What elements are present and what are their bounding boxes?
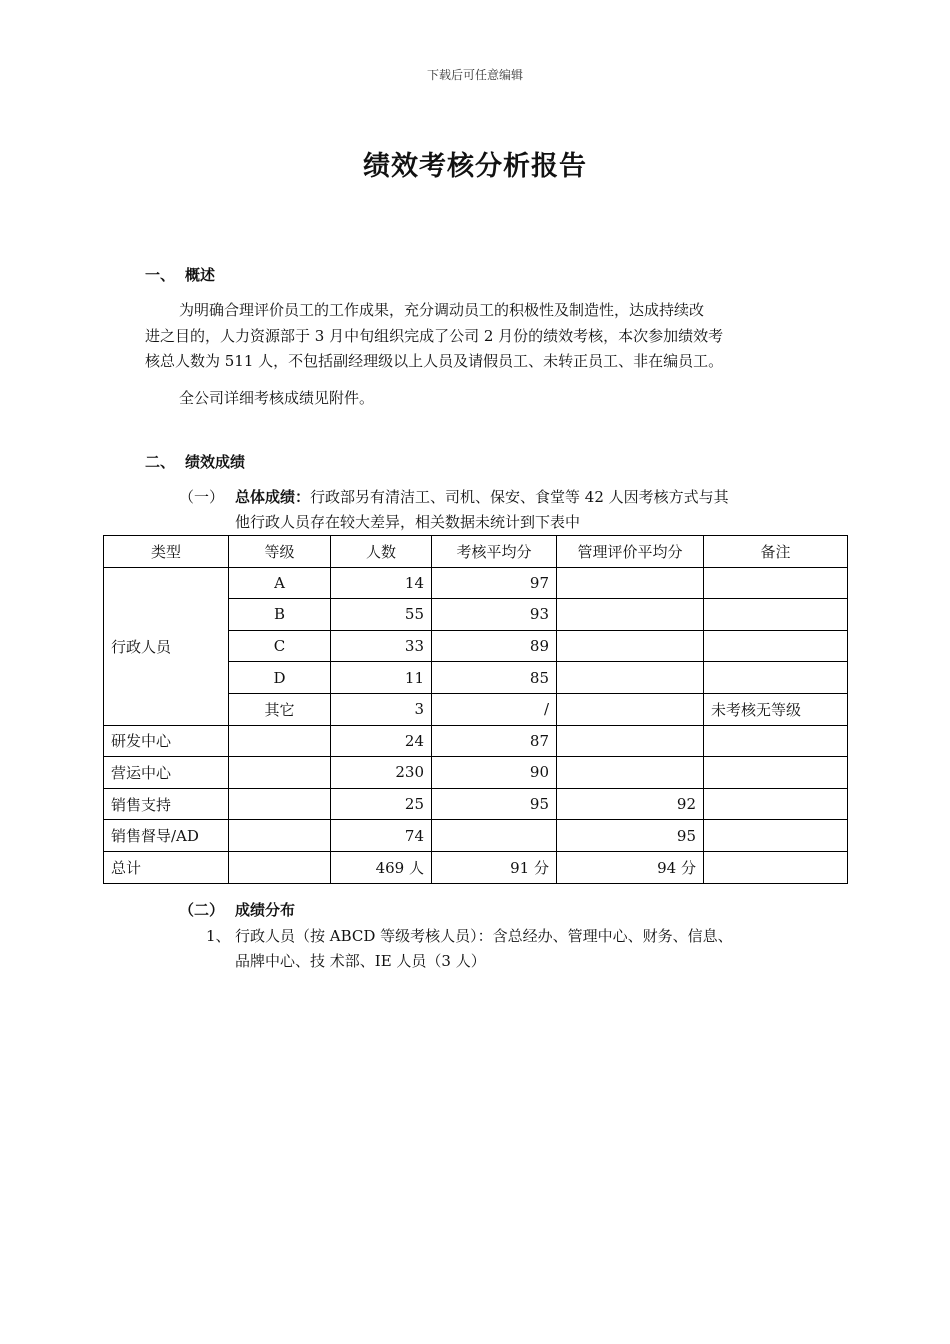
cell-grade: 其它 (229, 693, 331, 725)
cell-type: 总计 (104, 851, 229, 883)
cell-avg-score (432, 820, 557, 852)
paragraph-line: 为明确合理评价员工的工作成果，充分调动员工的积极性及制造性，达成持续改 (179, 301, 705, 319)
paragraph-line: 进之目的，人力资源部于 3 月中旬组织完成了公司 2 月份的绩效考核，本次参加绩效考 (145, 326, 724, 345)
header-count: 人数 (331, 536, 432, 568)
cell-avg-score: 87 (432, 725, 557, 757)
list-item-line1 (206, 924, 806, 949)
document-title: 绩效考核分析报告 (363, 151, 587, 182)
section1-number: 一、 (145, 266, 176, 284)
cell-mgmt-score (557, 599, 704, 631)
cell-count: 230 (331, 757, 432, 789)
section1-paragraph (145, 298, 805, 375)
performance-table (103, 535, 848, 884)
list-item-line2: 品牌中心、技 术部、IE 人员（3 人） (235, 952, 486, 970)
cell-type: 销售支持 (104, 788, 229, 820)
table-row (104, 820, 848, 852)
table-header-row (104, 536, 848, 568)
cell-grade: A (229, 567, 331, 599)
header-note: 下载后可任意编辑 (426, 68, 523, 82)
cell-mgmt-score: 94 分 (557, 851, 704, 883)
list-item (206, 924, 806, 974)
cell-mgmt-score: 92 (557, 788, 704, 820)
cell-avg-score: 95 (432, 788, 557, 820)
table-row (104, 725, 848, 757)
cell-count: 33 (331, 630, 432, 662)
cell-grade (229, 725, 331, 757)
cell-mgmt-score (557, 630, 704, 662)
header-avg-score: 考核平均分 (432, 536, 557, 568)
subsection1-number: （一） (179, 488, 225, 506)
cell-avg-score: 85 (432, 662, 557, 694)
section2-heading (145, 451, 245, 472)
subsection2-heading (179, 899, 295, 920)
subsection1-line2: 他行政人员存在较大差异，相关数据未统计到下表中 (235, 513, 581, 531)
section2-number: 二、 (145, 453, 176, 471)
cell-avg-score: 91 分 (432, 851, 557, 883)
cell-remark (704, 599, 848, 631)
subsection1-bold-label: 总体成绩： (235, 488, 311, 506)
list-item-number: 1、 (206, 927, 231, 945)
cell-remark (704, 630, 848, 662)
cell-grade (229, 851, 331, 883)
cell-grade: B (229, 599, 331, 631)
table-total-row (104, 851, 848, 883)
section1-heading (145, 264, 215, 285)
cell-remark (704, 567, 848, 599)
header-grade: 等级 (229, 536, 331, 568)
table-row (104, 567, 848, 599)
cell-avg-score: 97 (432, 567, 557, 599)
section1-paragraph-2: 全公司详细考核成绩见附件。 (179, 389, 375, 407)
cell-count: 3 (331, 693, 432, 725)
cell-mgmt-score (557, 662, 704, 694)
cell-remark (704, 820, 848, 852)
cell-remark (704, 788, 848, 820)
cell-remark (704, 662, 848, 694)
cell-grade (229, 788, 331, 820)
cell-grade (229, 757, 331, 789)
cell-mgmt-score (557, 693, 704, 725)
subsection1-text: 行政部另有清洁工、司机、保安、食堂等 42 人因考核方式与其 (310, 488, 729, 506)
cell-count: 11 (331, 662, 432, 694)
list-item-text: 行政人员（按 ABCD 等级考核人员）：含总经办、管理中心、财务、信息、 (235, 927, 733, 945)
cell-type: 销售督导/AD (104, 820, 229, 852)
cell-remark (704, 725, 848, 757)
cell-grade (229, 820, 331, 852)
cell-avg-score: / (432, 693, 557, 725)
cell-grade: D (229, 662, 331, 694)
cell-avg-score: 93 (432, 599, 557, 631)
group-label-admin: 行政人员 (104, 567, 229, 725)
cell-mgmt-score: 95 (557, 820, 704, 852)
cell-remark (704, 757, 848, 789)
cell-count: 24 (331, 725, 432, 757)
cell-count: 25 (331, 788, 432, 820)
cell-type: 研发中心 (104, 725, 229, 757)
cell-avg-score: 89 (432, 630, 557, 662)
subsection1 (179, 485, 819, 535)
header-mgmt-score: 管理评价平均分 (557, 536, 704, 568)
cell-remark (704, 851, 848, 883)
subsection2-number: （二） (179, 901, 225, 919)
section1-title: 概述 (185, 266, 216, 284)
table-row (104, 788, 848, 820)
cell-count: 74 (331, 820, 432, 852)
subsection2-title: 成绩分布 (235, 901, 296, 919)
table-row (104, 757, 848, 789)
cell-mgmt-score (557, 757, 704, 789)
paragraph-line: 核总人数为 511 人，不包括副经理级以上人员及请假员工、未转正员工、非在编员工。 (145, 352, 724, 370)
cell-grade: C (229, 630, 331, 662)
cell-mgmt-score (557, 567, 704, 599)
subsection1-line1 (179, 485, 819, 510)
section2-title: 绩效成绩 (185, 453, 246, 471)
cell-type: 营运中心 (104, 757, 229, 789)
cell-mgmt-score (557, 725, 704, 757)
cell-remark: 未考核无等级 (704, 693, 848, 725)
cell-count: 14 (331, 567, 432, 599)
header-remark: 备注 (704, 536, 848, 568)
cell-count: 55 (331, 599, 432, 631)
cell-count: 469 人 (331, 851, 432, 883)
header-type: 类型 (104, 536, 229, 568)
cell-avg-score: 90 (432, 757, 557, 789)
